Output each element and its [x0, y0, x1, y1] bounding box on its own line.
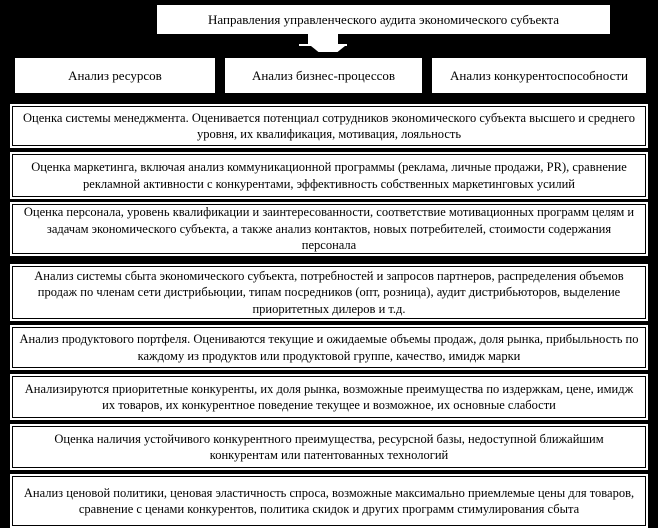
arrow-crossbar — [299, 44, 347, 46]
section-text: Анализ продуктового портфеля. Оцениваются текущие и ожидаемые объемы продаж, доля рынка, прибыльность по каждому из продуктов или продуктовой группе, качество, имидж марки — [19, 332, 639, 363]
branch-label: Анализ конкурентоспособности — [450, 67, 628, 83]
branch-label: Анализ бизнес-процессов — [251, 67, 396, 83]
section-text: Оценка наличия устойчивого конкурентного преимущества, ресурсной базы, недоступной ближайшим конкурентам или патентованных технологий — [54, 431, 604, 462]
section-text: Оценка персонала, уровень квалификации и заинтересованности, соответствие мотивационных программ целям и задачам экономического субъекта, а также анализ контактов, новых потребителей, стоимости содержания персонала — [23, 205, 635, 253]
section-text: Оценка системы менеджмента. Оценивается потенциал сотрудников экономического субъекта высшего и среднего уровня, их квалификация, мотивация, лояльность — [23, 110, 635, 141]
diagram-title-text: Направления управленческого аудита экономического субъекта — [208, 11, 559, 27]
section-box-pricing-policy — [12, 476, 646, 526]
branch-box-competitiveness — [432, 58, 646, 93]
section-box-competitors — [12, 376, 646, 418]
section-text: Анализируются приоритетные конкуренты, их доля рынка, возможные преимущества по издержкам, цене, имидж их товаров, их конкурентное поведение текущее и возможное, их основные слабости — [24, 381, 634, 412]
section-box-competitive-advantage — [12, 426, 646, 468]
branch-box-resources — [15, 58, 215, 93]
branch-box-business-processes — [225, 58, 422, 93]
section-box-marketing — [12, 154, 646, 197]
diagram-title-box — [157, 5, 610, 34]
arrow-shaft — [308, 33, 338, 44]
section-text: Анализ ценовой политики, ценовая эластичность спроса, возможные максимально приемлемые цены для товаров, сравнение с ценами конкурентов, политика скидок и других программ стимулирования сбыта — [23, 485, 635, 516]
section-text: Анализ системы сбыта экономического субъекта, потребностей и запросов партнеров, распределения объемов продаж по членам сети дистрибьюции, типам посредников (опт, розница), аудит дистрибьюторов, выделение приоритетных дилеров и т.д. — [34, 268, 624, 316]
section-box-personnel — [12, 204, 646, 254]
branch-label: Анализ ресурсов — [68, 67, 162, 83]
section-text: Оценка маркетинга, включая анализ коммуникационной программы (реклама, личные продажи, PR), сравнение рекламной активности с конкурентами, эффективность собственных маркетинговых усилий — [31, 160, 627, 191]
section-box-management-system — [12, 106, 646, 146]
section-box-sales-system — [12, 266, 646, 319]
arrow-head-icon — [311, 46, 345, 52]
section-box-product-portfolio — [12, 327, 646, 368]
